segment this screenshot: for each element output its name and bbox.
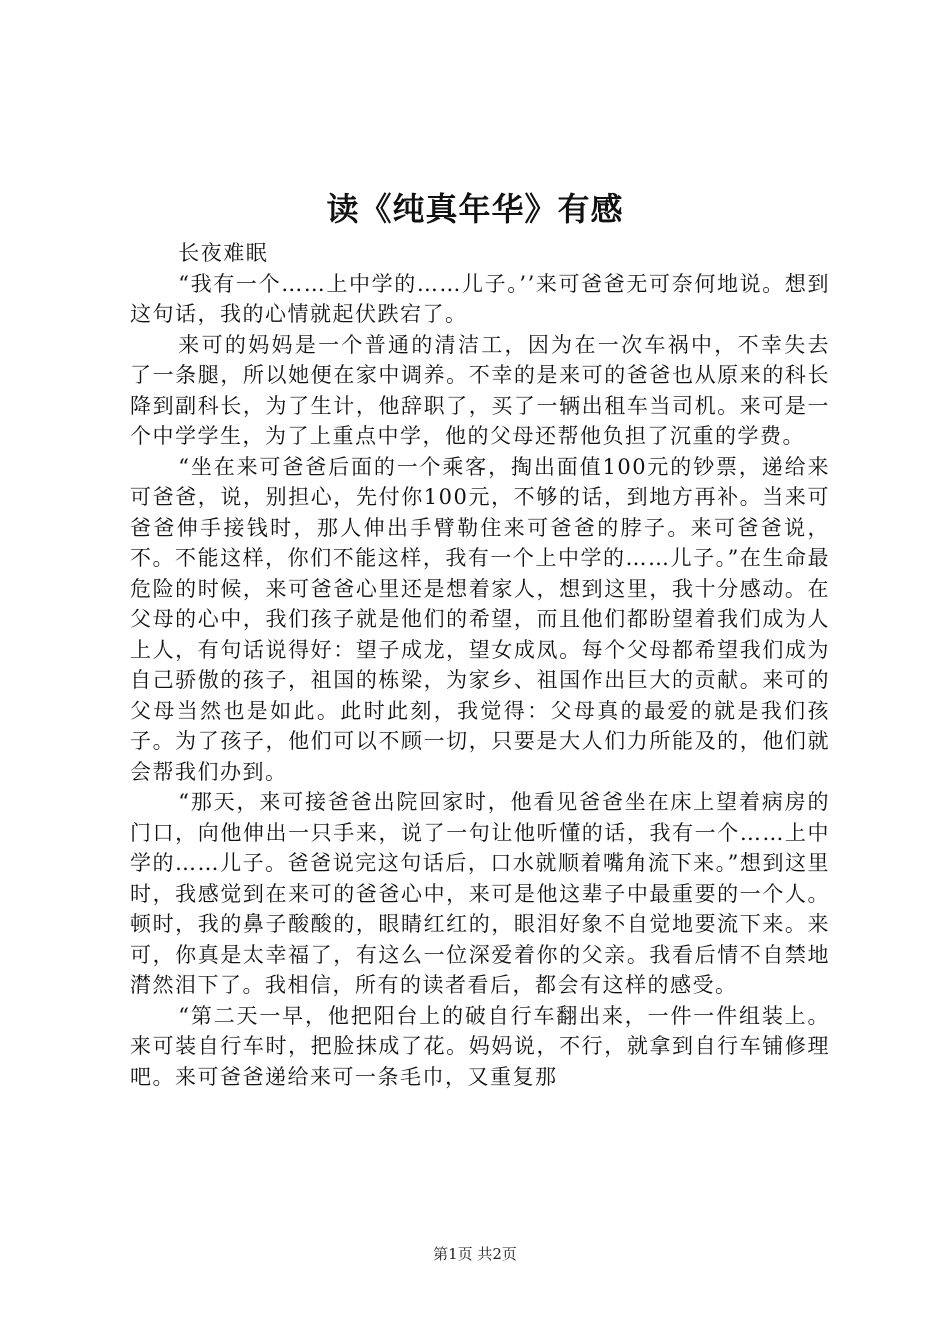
document-body <box>130 238 830 1092</box>
paragraph-2: 来可的妈妈是一个普通的清洁工，因为在一次车祸中，不幸失去了一条腿，所以她便在家中调养。不幸的是来可的爸爸也从原来的科长降到副科长，为了生计，他辞职了，买了一辆出租车当司机。来可是一个中学学生，为了上重点中学，他的父母还帮他负担了沉重的学费。 <box>130 332 830 448</box>
author-line: 长夜难眠 <box>178 241 269 265</box>
paragraph-1: “我有一个……上中学的……儿子。’’来可爸爸无可奈何地说。想到这句话，我的心情就起伏跌宕了。 <box>130 271 830 326</box>
document-title: 读《纯真年华》有感 <box>326 190 624 228</box>
paragraph-5: “第二天一早，他把阳台上的破自行车翻出来，一件一件组装上。来可装自行车时，把脸抹成了花。妈妈说，不行，就拿到自行车铺修理吧。来可爸爸递给来可一条毛巾，又重复那 <box>130 1003 830 1089</box>
paragraph-3: “坐在来可爸爸后面的一个乘客，掏出面值100元的钞票，递给来可爸爸，说，别担心，先付你100元，不够的话，到地方再补。当来可爸爸伸手接钱时，那人伸出手臂勒住来可爸爸的脖子。来可爸爸说，不。不能这样，你们不能这样，我有一个上中学的……儿子。”在生命最危险的时候，来可爸爸心里还是想着家人，想到这里，我十分感动。在父母的心中，我们孩子就是他们的希望，而且他们都盼望着我们成为人上人，有句话说得好：望子成龙，望女成凤。每个父母都希望我们成为自己骄傲的孩子，祖国的栋梁，为家乡、祖国作出巨大的贡献。来可的父母当然也是如此。此时此刻，我觉得：父母真的最爱的就是我们孩子。为了孩子，他们可以不顾一切，只要是大人们力所能及的，他们就会帮我们办到。 <box>130 454 830 784</box>
paragraph-4: “那天，来可接爸爸出院回家时，他看见爸爸坐在床上望着病房的门口，向他伸出一只手来，说了一句让他听懂的话，我有一个……上中学的……儿子。爸爸说完这句话后，口水就顺着嘴角流下来。”想到这里时，我感觉到在来可的爸爸心中，来可是他这辈子中最重要的一个人。顿时，我的鼻子酸酸的，眼睛红红的，眼泪好象不自觉地要流下来。来可，你真是太幸福了，有这么一位深爱着你的父亲。我看后情不自禁地潸然泪下了。我相信，所有的读者看后，都会有这样的感受。 <box>130 790 830 997</box>
page-footer: 第1页 共2页 <box>433 1245 517 1263</box>
